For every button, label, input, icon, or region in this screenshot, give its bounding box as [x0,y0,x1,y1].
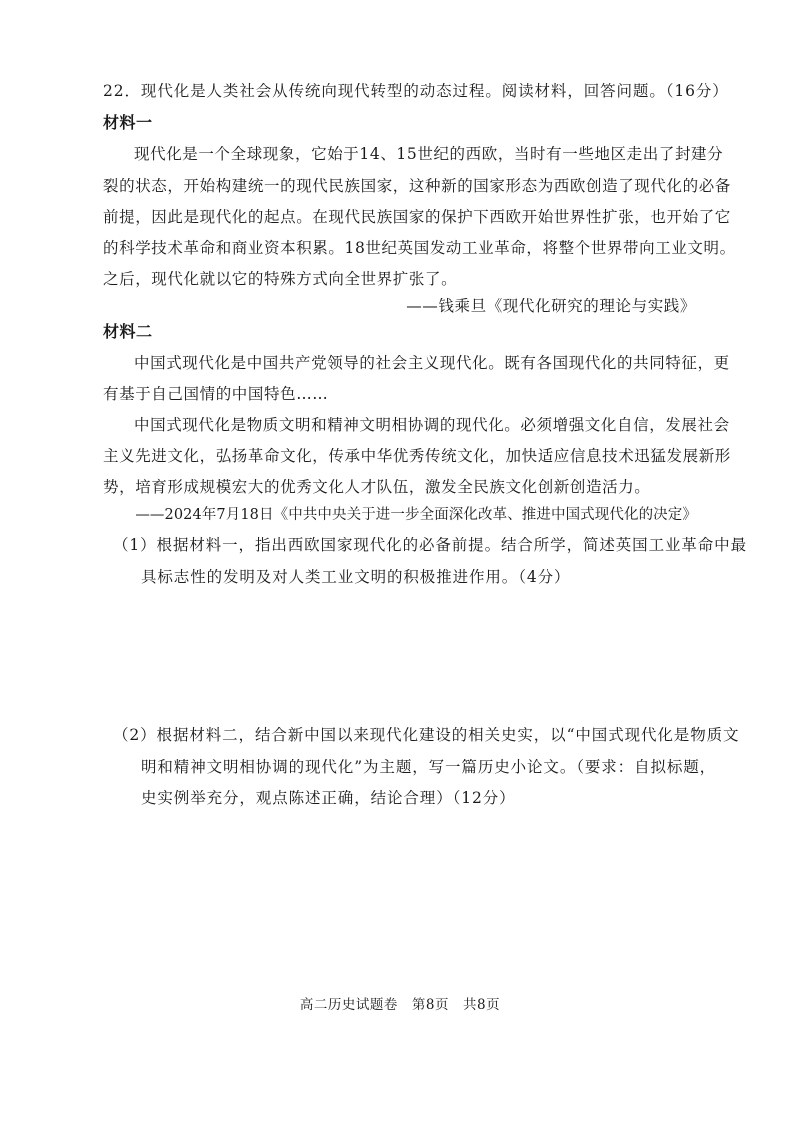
material-2-source: ——2024年7月18日《中共中央关于进一步全面深化改革、推进中国式现代化的决定》 [135,507,697,523]
question-22-stem: 22．现代化是人类社会从传统向现代转型的动态过程。阅读材料，回答问题。（16分） [103,82,729,100]
material-1-source: ——钱乘旦《现代化研究的理论与实践》 [406,297,696,315]
material-1-line: 之后，现代化就以它的特殊方式向全世界扩张了。 [103,270,458,288]
subquestion-1-line: 具标志性的发明及对人类工业文明的积极推进作用。（4分） [141,568,571,586]
material-1-line: 裂的状态，开始构建统一的现代民族国家，这种新的国家形态为西欧创造了现代化的必备 [103,177,731,195]
material-2-line: 有基于自己国情的中国特色…… [103,385,329,403]
material-2-line: 势，培育形成规模宏大的优秀文化人才队伍，激发全民族文化创新创造活力。 [103,478,651,496]
subquestion-2-line: （2）根据材料二，结合新中国以来现代化建设的相关史实，以“中国式现代化是物质文 [113,726,740,744]
material-1-line: 前提，因此是现代化的起点。在现代民族国家的保护下西欧开始世界性扩张，也开始了它 [103,208,731,226]
material-2-line: 中国式现代化是中国共产党领导的社会主义现代化。既有各国现代化的共同特征，更 [134,354,730,372]
page-footer: 高二历史试题卷 第8页 共8页 [299,997,501,1013]
subquestion-2-line: 史实例举充分，观点陈述正确，结论合理）（12分） [141,789,516,807]
material-2-line: 主义先进文化，弘扬革命文化，传承中华优秀传统文化，加快适应信息技术迅猛发展新形 [103,447,731,465]
subquestion-1-line: （1）根据材料一，指出西欧国家现代化的必备前提。结合所学，简述英国工业革命中最 [113,536,747,554]
material-2-line: 中国式现代化是物质文明和精神文明相协调的现代化。必须增强文化自信，发展社会 [134,416,730,434]
material-2-heading: 材料二 [103,322,153,341]
material-1-line: 的科学技术革命和商业资本积累。18世纪英国发动工业革命，将整个世界带向工业文明。 [103,239,736,257]
material-1-heading: 材料一 [103,113,153,132]
subquestion-2-line: 明和精神文明相协调的现代化”为主题，写一篇历史小论文。（要求：自拟标题， [141,758,717,776]
material-1-line: 现代化是一个全球现象，它始于14、15世纪的西欧，当时有一些地区走出了封建分 [134,145,724,163]
